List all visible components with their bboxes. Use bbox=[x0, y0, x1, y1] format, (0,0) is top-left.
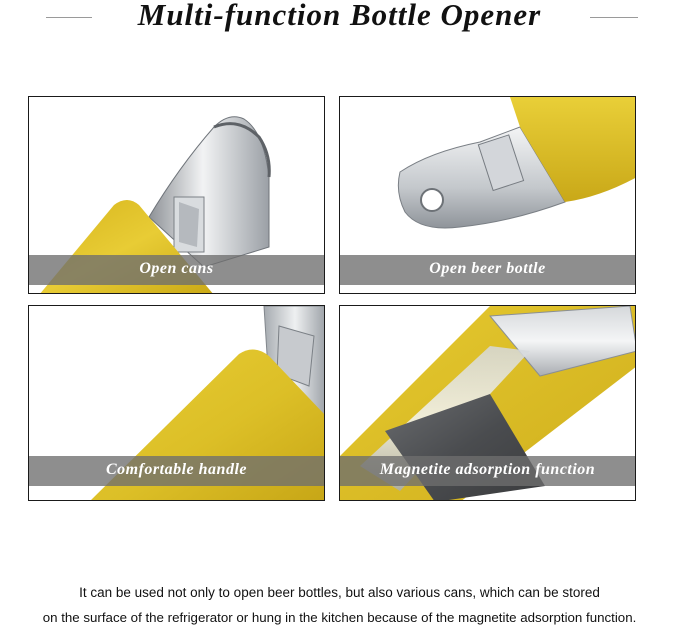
panel-open-cans bbox=[28, 96, 325, 294]
caption-bar bbox=[340, 255, 635, 285]
description-line-1: It can be used not only to open beer bottles, but also various cans, which can be stored bbox=[79, 585, 600, 600]
caption-open-cans: Open cans bbox=[139, 260, 214, 277]
caption-magnetite-adsorption: Magnetite adsorption function bbox=[379, 461, 596, 478]
panel-magnetite-adsorption bbox=[339, 305, 636, 501]
panel-open-beer-bottle bbox=[339, 96, 636, 294]
title-rule-right bbox=[590, 17, 638, 18]
page-title: Multi-function Bottle Opener bbox=[137, 0, 542, 32]
title-area bbox=[0, 0, 679, 36]
caption-bar bbox=[29, 456, 324, 486]
panel-comfortable-handle bbox=[28, 305, 325, 501]
caption-bar bbox=[29, 255, 324, 285]
caption-comfortable-handle: Comfortable handle bbox=[105, 461, 247, 478]
caption-bar bbox=[340, 456, 635, 486]
description-line-2: on the surface of the refrigerator or hung in the kitchen because of the magnetite adsorption function. bbox=[42, 610, 637, 625]
caption-open-beer-bottle: Open beer bottle bbox=[429, 260, 546, 277]
